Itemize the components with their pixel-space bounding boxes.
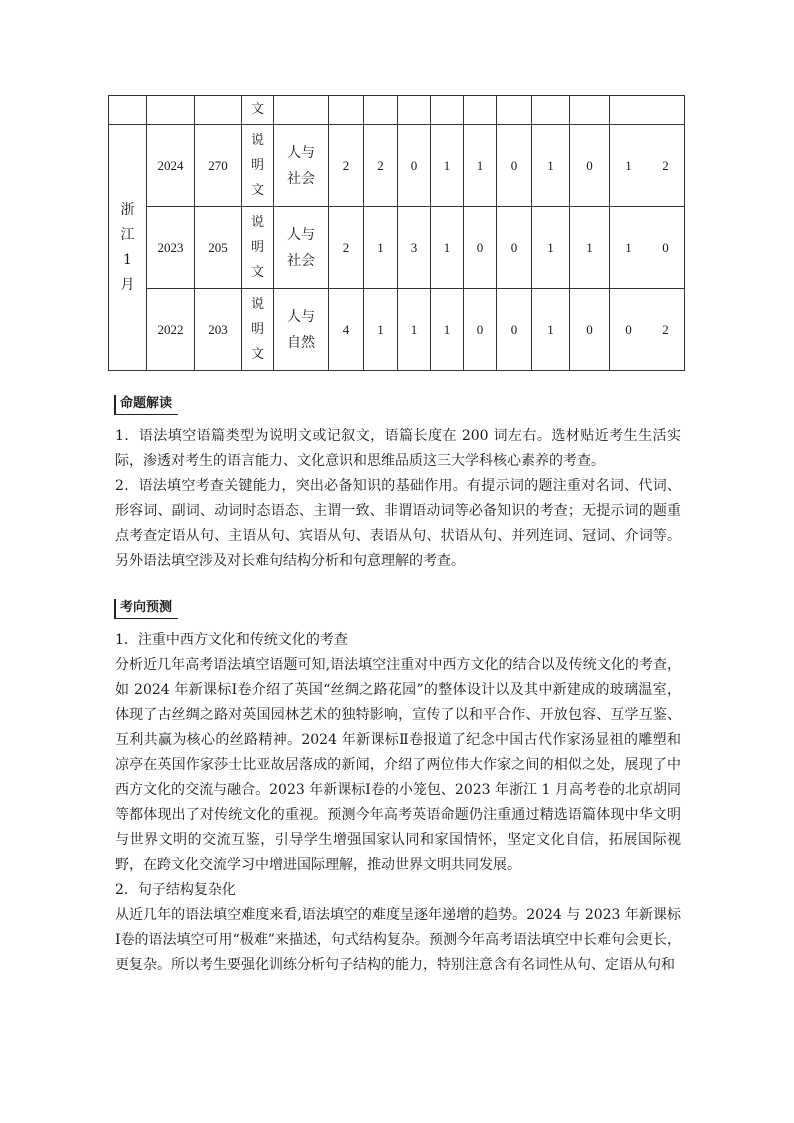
- table-cell: 3: [398, 207, 431, 289]
- table-cell: 1: [431, 289, 464, 371]
- table-cell: [610, 96, 685, 125]
- table-cell: [610, 289, 685, 371]
- table-cell: 0: [570, 125, 610, 207]
- table-cell: [109, 96, 147, 125]
- table-cell: 0: [497, 125, 532, 207]
- table-cell: 0: [464, 289, 497, 371]
- table-cell: [147, 96, 195, 125]
- table-cell: 1: [570, 207, 610, 289]
- subheading: 1．注重中西方文化和传统文化的考查: [115, 632, 348, 648]
- theme-cell: [274, 207, 329, 289]
- section-prediction-body: [115, 628, 681, 978]
- section-tag-interpretation: 命题解读: [114, 395, 178, 415]
- table-cell: [274, 96, 329, 125]
- table-row: [109, 207, 685, 289]
- table-cell: 1: [532, 207, 570, 289]
- table-cell-value: 2: [662, 321, 669, 337]
- subheading: 2．句子结构复杂化: [115, 882, 236, 898]
- paragraph: 2．语法填空考查关键能力，突出必备知识的基础作用。有提示词的题注重对名词、代词、形容词、副词、动词时态语态、主谓一致、非谓语动词等必备知识的考查；无提示词的题重点考查定语从句、主语从句、宾语从句、表语从句、状语从句、并列连词、冠词、介词等。另外语法填空涉及对长难句结构分析和句意理解的考查。: [115, 478, 681, 569]
- table-cell: [532, 96, 570, 125]
- table-cell: 1: [464, 125, 497, 207]
- genre-cell: [242, 125, 274, 207]
- table-cell: [329, 96, 364, 125]
- table-cell: [570, 96, 610, 125]
- table-cell: 1: [364, 207, 398, 289]
- table-cell: 2: [364, 125, 398, 207]
- theme-cell: [274, 289, 329, 371]
- table-cell: 0: [497, 289, 532, 371]
- table-cell: 0: [497, 207, 532, 289]
- paragraph: 分析近几年高考语法填空语题可知,语法填空注重对中西方文化的结合以及传统文化的考查，如 2024 年新课标Ⅰ卷介绍了英国“丝绸之路花园”的整体设计以及其中新建成的玻璃温室，体现了古丝绸之路对英国园林艺术的独特影响，宣传了以和平合作、开放包容、互学互鉴、互利共赢为核心的丝路精神。2024 年新课标Ⅱ卷报道了纪念中国古代作家汤显祖的雕塑和凉亭在英国作家莎士比亚故居落成的新闻，介绍了两位伟大作家之间的相似之处，展现了中西方文化的交流与融合。2023 年新课标Ⅰ卷的小笼包、2023 年浙江 1 月高考卷的北京胡同等都体现出了对传统文化的重视。预测今年高考英语命题仍注重通过精选语篇体现中华文明与世界文明的交流互鉴，引导学生增强国家认同和家国情怀，坚定文化自信，拓展国际视野，在跨文化交流学习中增进国际理解，推动世界文明共同发展。: [115, 657, 681, 873]
- table-cell: [398, 96, 431, 125]
- table-cell: 1: [398, 289, 431, 371]
- table-cell: 0: [464, 207, 497, 289]
- genre-cell: [242, 207, 274, 289]
- table-cell: [364, 96, 398, 125]
- table-cell: [610, 207, 685, 289]
- exam-table: [108, 95, 685, 371]
- table-cell: 文: [242, 96, 274, 125]
- table-cell: 1: [431, 207, 464, 289]
- table-row: [109, 125, 685, 207]
- genre-label: 说明文: [250, 215, 264, 280]
- table-cell: 4: [329, 289, 364, 371]
- theme-cell: [274, 125, 329, 207]
- section-interpretation-body: [115, 424, 681, 574]
- table-row: [109, 96, 685, 125]
- paragraph: 从近几年的语法填空难度来看,语法填空的难度呈逐年递增的趋势。2024 与 2023 年新课标Ⅰ卷的语法填空可用“极难”来描述，句式结构复杂。预测今年高考语法填空中长难句会更长，更复杂。所以考生要强化训练分析句子结构的能力，特别注意含有名词性从句、定语从句和: [115, 907, 681, 973]
- table-cell: 1: [532, 289, 570, 371]
- table-cell: 0: [398, 125, 431, 207]
- table-cell: 0: [570, 289, 610, 371]
- genre-label: 说明文: [250, 133, 264, 198]
- section-tag-prediction: 考向预测: [114, 599, 178, 619]
- theme-label: 人与社会: [287, 144, 315, 187]
- year-cell: 2024: [147, 125, 195, 207]
- table-cell-value: 2: [662, 157, 669, 173]
- table-cell: 1: [364, 289, 398, 371]
- province-cell: [109, 125, 147, 371]
- table-cell-value: 0: [625, 321, 632, 337]
- genre-cell: [242, 289, 274, 371]
- table-cell: [195, 96, 242, 125]
- year-cell: 2022: [147, 289, 195, 371]
- theme-label: 人与自然: [287, 308, 315, 351]
- table-cell: 2: [329, 207, 364, 289]
- province-label: 浙江1月: [120, 201, 135, 293]
- word-count-cell: 203: [195, 289, 242, 371]
- theme-label: 人与社会: [287, 226, 315, 269]
- table-cell: [610, 125, 685, 207]
- word-count-cell: 205: [195, 207, 242, 289]
- year-cell: 2023: [147, 207, 195, 289]
- table-cell-value: 1: [625, 157, 632, 173]
- table-cell: 1: [431, 125, 464, 207]
- table-cell: [464, 96, 497, 125]
- table-cell-value: 1: [625, 239, 632, 255]
- word-count-cell: 270: [195, 125, 242, 207]
- table-cell: [497, 96, 532, 125]
- table-cell: 2: [329, 125, 364, 207]
- genre-label: 说明文: [250, 297, 264, 362]
- paragraph: 1．语法填空语篇类型为说明文或记叙文，语篇长度在 200 词左右。选材贴近考生生活实际，渗透对考生的语言能力、文化意识和思维品质这三大学科核心素养的考查。: [115, 428, 681, 469]
- table-cell: [431, 96, 464, 125]
- table-cell: 1: [532, 125, 570, 207]
- table-cell-value: 0: [662, 239, 669, 255]
- table-row: [109, 289, 685, 371]
